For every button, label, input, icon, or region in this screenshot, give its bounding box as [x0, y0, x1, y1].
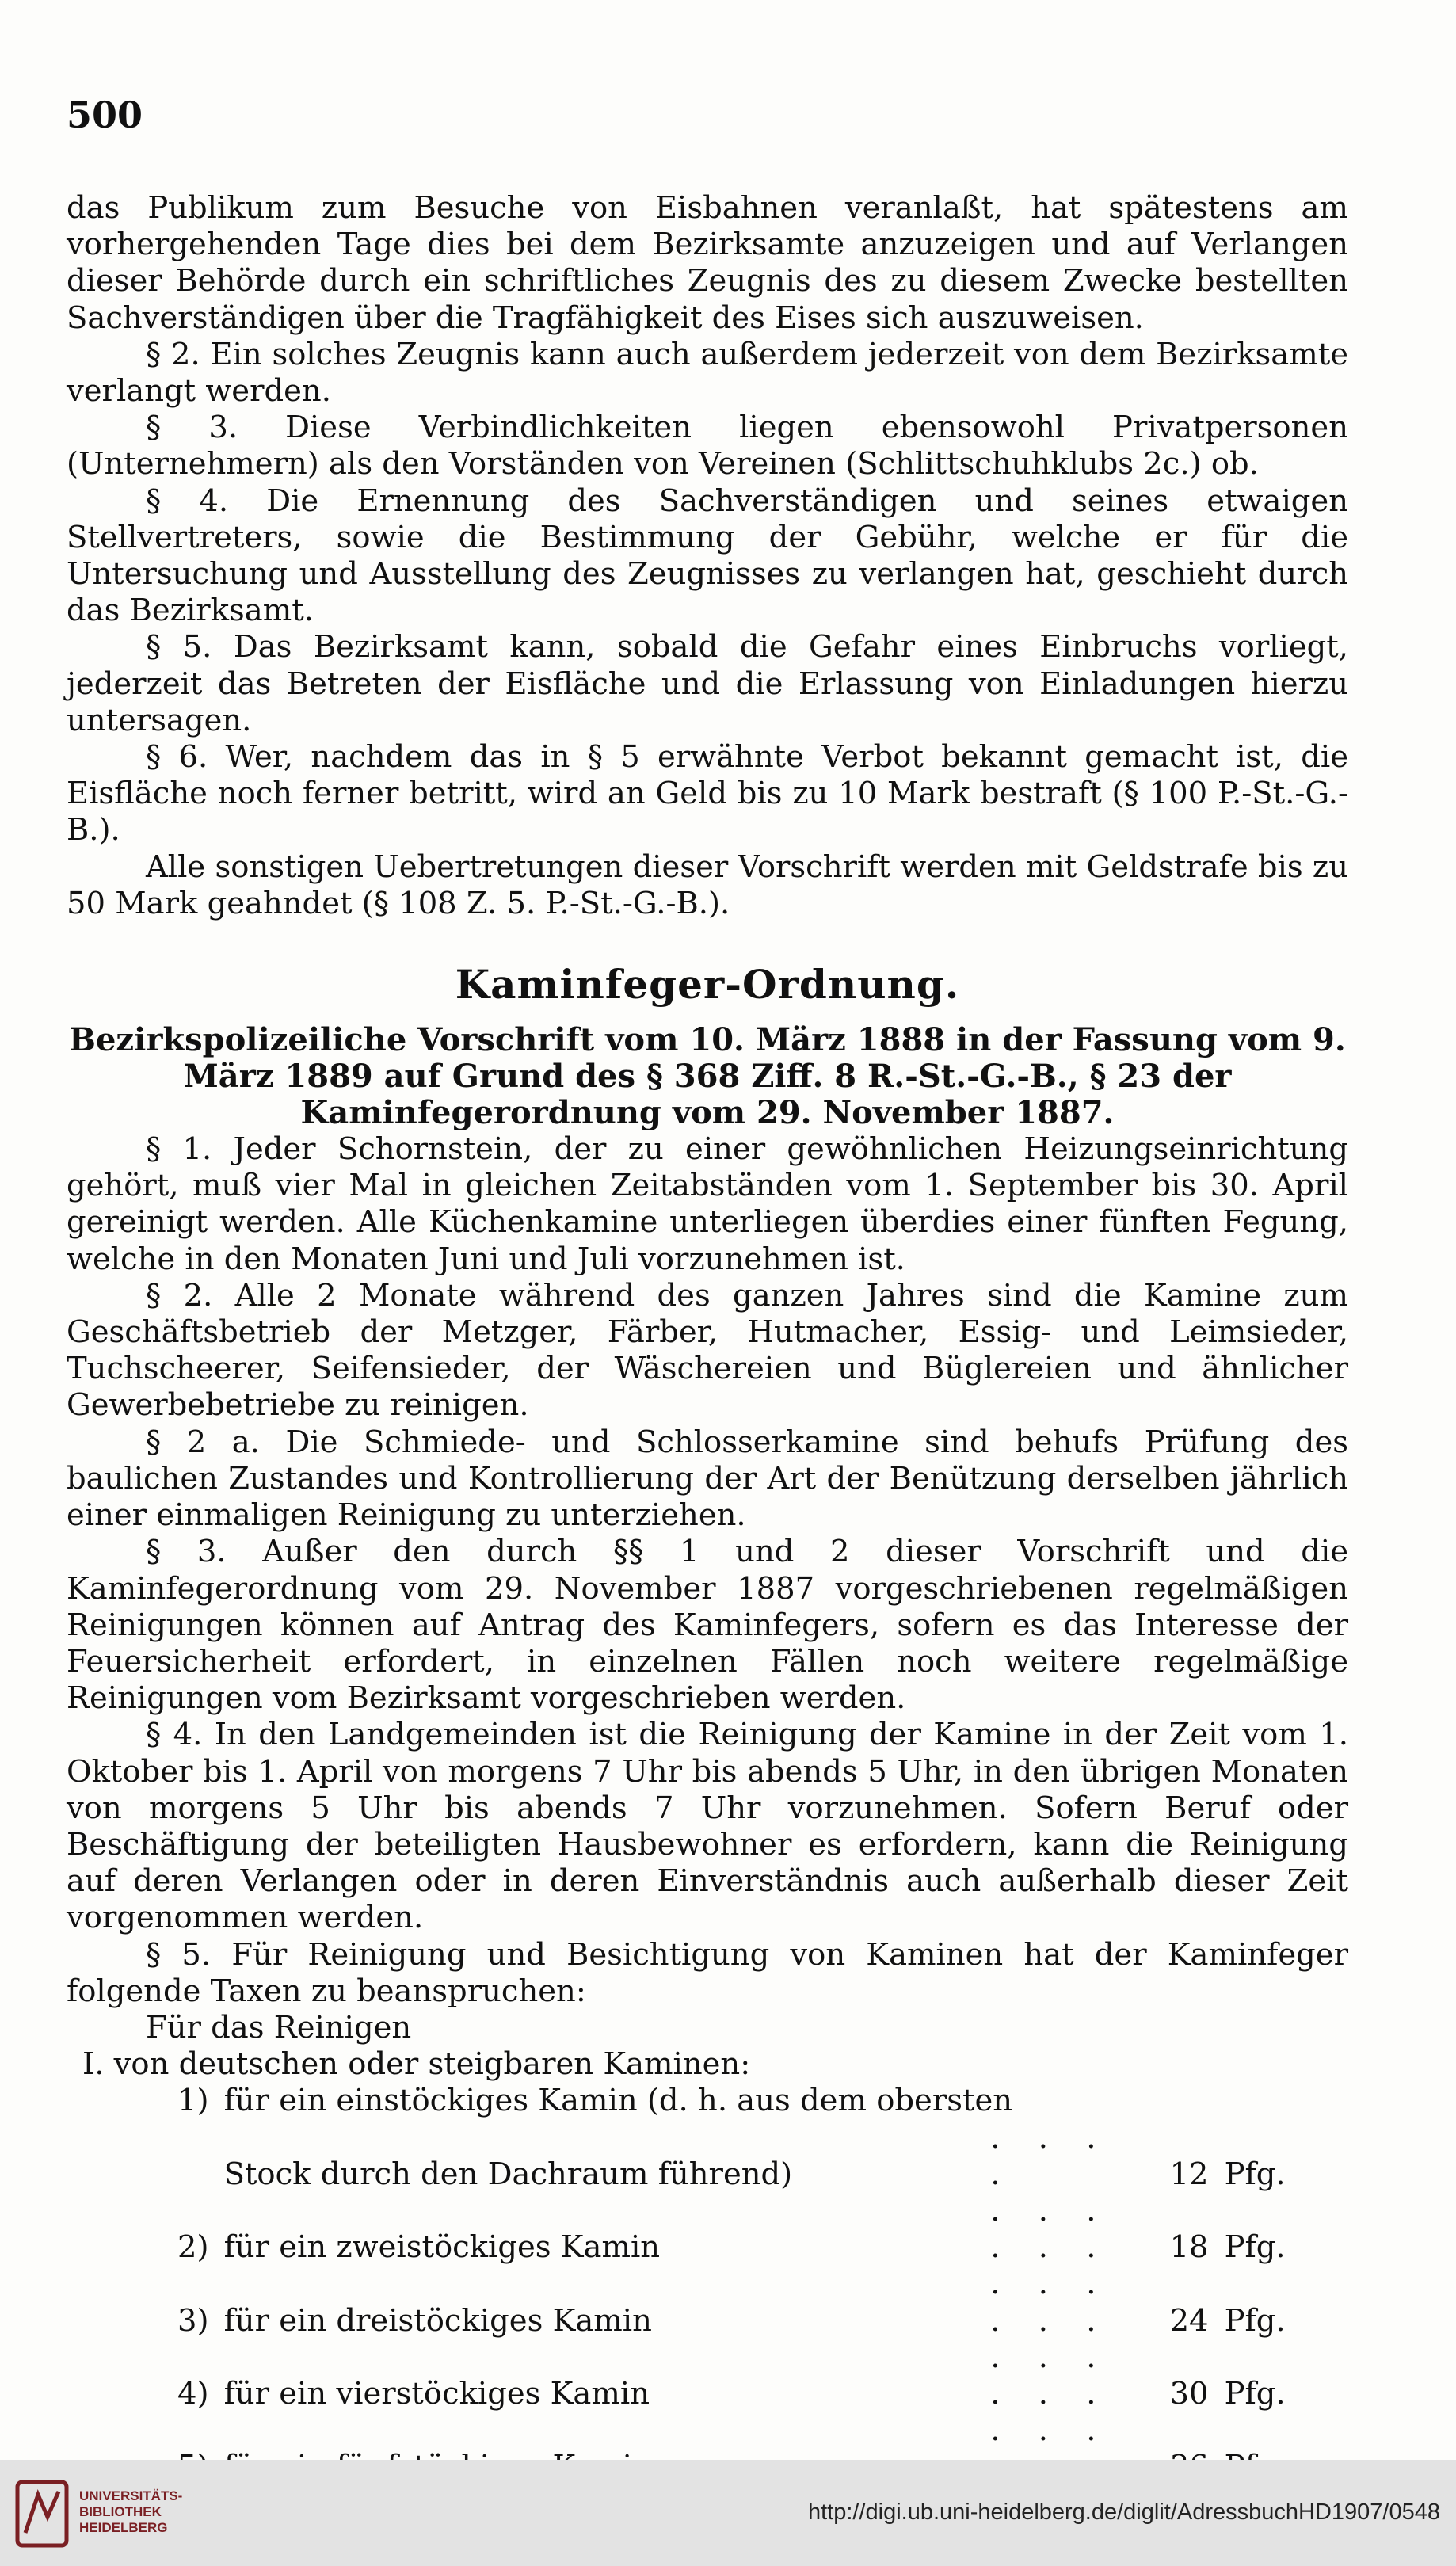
paragraph-k2a: § 2 a. Die Schmiede- und Schlosserkamine sind behufs Prüfung des baulichen Zustandes und Kontrollierung der Art der Benützung derselben jährlich einer einmaligen Reinigung zu unterziehen. [67, 1424, 1348, 1534]
university-seal-icon [14, 2477, 70, 2550]
section-heading: Kaminfeger-Ordnung. [455, 961, 960, 1008]
logo-line: BIBLIOTHEK [79, 2504, 162, 2519]
paragraph-s2: § 2. Ein solches Zeugnis kann auch außerdem jederzeit von dem Bezirksamte verlangt werden. [67, 336, 1348, 410]
tariff-intro: Für das Reinigen [146, 2009, 412, 2046]
tariff-row-price: 12 [1169, 2156, 1209, 2192]
tariff-row-unit: Pfg. [1224, 2229, 1286, 2266]
permalink-url[interactable]: http://digi.ub.uni-heidelberg.de/diglit/AdressbuchHD1907/0548 [807, 2499, 1440, 2525]
paragraph-k4: § 4. In den Landgemeinden ist die Reinigung der Kamine in der Zeit vom 1. Oktober bis 1. April von morgens 7 Uhr bis abends 5 Uhr, in den übrigen Monaten von morgens 5 Uhr bis abends 7 Uhr vorzunehmen. Sofern Beruf oder Beschäftigung der beteiligten Hausbewohner es erfordern, kann die Reinigung auf deren Verlangen oder in deren Einverständnis auch außerhalb dieser Zeit vorgenommen werden. [67, 1717, 1348, 1936]
tariff-row-unit: Pfg. [1224, 2375, 1286, 2412]
tariff-row [177, 2120, 1302, 2193]
paragraph-k5: § 5. Für Reinigung und Besichtigung von Kaminen hat der Kaminfeger folgende Taxen zu beanspruchen: [67, 1936, 1348, 2009]
tariff-row-number: 3) [177, 2302, 209, 2339]
tariff-row-dots: . . . . . . [990, 2192, 1111, 2266]
tariff-row-unit: Pfg. [1224, 2156, 1286, 2192]
paragraph-k2: § 2. Alle 2 Monate während des ganzen Jahres sind die Kamine zum Geschäftsbetrieb der Metzger, Färber, Hutmacher, Essig- und Leimsieder, Tuchscheerer, Seifensieder, der Wäschereien und Büglereien und ähnlicher Gewerbebetriebe zu reinigen. [67, 1277, 1348, 1424]
tariff-row-label: für ein vierstöckiges Kamin [223, 2375, 650, 2412]
paragraph-s5: § 5. Das Bezirksamt kann, sobald die Gefahr eines Einbruchs vorliegt, jederzeit das Betreten der Eisfläche und die Erlassung von Einladungen hierzu untersagen. [67, 629, 1348, 738]
paragraph-eisbahn-continued: das Publikum zum Besuche von Eisbahnen veranlaßt, hat spätestens am vorhergehenden Tage dies bei dem Bezirksamte anzuzeigen und auf Verlangen dieser Behörde durch ein schriftliches Zeugnis des zu diesem Zwecke bestellten Sachverständigen über die Tragfähigkeit des Eises sich auszuweisen. [67, 190, 1348, 336]
paragraph-s6: § 6. Wer, nachdem das in § 5 erwähnte Verbot bekannt gemacht ist, die Eisfläche noch ferner betritt, wird an Geld bis zu 10 Mark bestraft (§ 100 P.-St.-G.-B.). [67, 739, 1348, 848]
tariff-row [177, 2339, 1302, 2412]
tariff-row-price: 24 [1169, 2302, 1209, 2339]
viewer-footer [0, 2460, 1456, 2566]
tariff-row-dots: . . . . . . [990, 2266, 1111, 2339]
library-logo-text [79, 2488, 182, 2536]
tariff-row-number: 1) [177, 2083, 209, 2119]
tariff-row-label-cont: Stock durch den Dachraum führend) [223, 2156, 793, 2192]
tariff-row-dots: . . . . . . [990, 2339, 1111, 2412]
tariff-row-number: 4) [177, 2375, 209, 2412]
section-subheading: Bezirkspolizeiliche Vorschrift vom 10. März 1888 in der Fassung vom 9. März 1889 auf Grund des § 368 Ziff. 8 R.-St.-G.-B., § 23 der Kaminfegerordnung vom 29. November 1887. [69, 1021, 1346, 1132]
tariff-row [177, 2083, 1302, 2119]
tariff-table [177, 2083, 1302, 2485]
tariff-row-price: 30 [1169, 2375, 1209, 2412]
tariff-row-label: für ein einstöckiges Kamin (d. h. aus dem obersten [223, 2083, 1013, 2119]
logo-line: UNIVERSITÄTS- [79, 2488, 183, 2503]
paragraph-k3: § 3. Außer den durch §§ 1 und 2 dieser Vorschrift und die Kaminfegerordnung vom 29. November 1887 vorgeschriebenen regelmäßigen Reinigungen können auf Antrag des Kaminfegers, sofern es das Interesse der Feuersicherheit erfordert, in einzelnen Fällen noch weitere regelmäßige Reinigungen vom Bezirksamt vorgeschrieben werden. [67, 1534, 1348, 1717]
tariff-row [177, 2266, 1302, 2339]
logo-line: HEIDELBERG [79, 2520, 168, 2535]
tariff-section: I. von deutschen oder steigbaren Kaminen: [82, 2046, 751, 2083]
tariff-row-price: 18 [1169, 2229, 1209, 2266]
tariff-row-unit: Pfg. [1224, 2302, 1286, 2339]
tariff-row-dots: . . . [990, 2412, 1111, 2449]
paragraph-s3: § 3. Diese Verbindlichkeiten liegen ebensowohl Privatpersonen (Unternehmern) als den Vorständen von Vereinen (Schlittschuhklubs 2c.) ob. [67, 410, 1348, 482]
tariff-list [67, 2010, 1348, 2486]
page-body [67, 190, 1348, 2486]
paragraph-s4: § 4. Die Ernennung des Sachverständigen und seines etwaigen Stellvertreters, sowie die Bestimmung der Gebühr, welche er für die Untersuchung und Ausstellung des Zeugnisses zu verlangen hat, geschieht durch das Bezirksamt. [67, 482, 1348, 629]
page-number: 500 [67, 93, 143, 136]
tariff-row-dots: . . . . [990, 2119, 1111, 2192]
paragraph-penalties: Alle sonstigen Uebertretungen dieser Vorschrift werden mit Geldstrafe bis zu 50 Mark geahndet (§ 108 Z. 5. P.-St.-G.-B.). [67, 848, 1348, 921]
tariff-row-number: 2) [177, 2229, 209, 2266]
paragraph-k1: § 1. Jeder Schornstein, der zu einer gewöhnlichen Heizungseinrichtung gehört, muß vier Mal in gleichen Zeitabständen vom 1. September bis 30. April gereinigt werden. Alle Küchenkamine unterliegen überdies einer fünften Fegung, welche in den Monaten Juni und Juli vorzunehmen ist. [67, 1131, 1348, 1277]
tariff-row [177, 2193, 1302, 2266]
tariff-row-label: für ein zweistöckiges Kamin [223, 2229, 661, 2266]
tariff-row-label: für ein dreistöckiges Kamin [223, 2302, 652, 2339]
